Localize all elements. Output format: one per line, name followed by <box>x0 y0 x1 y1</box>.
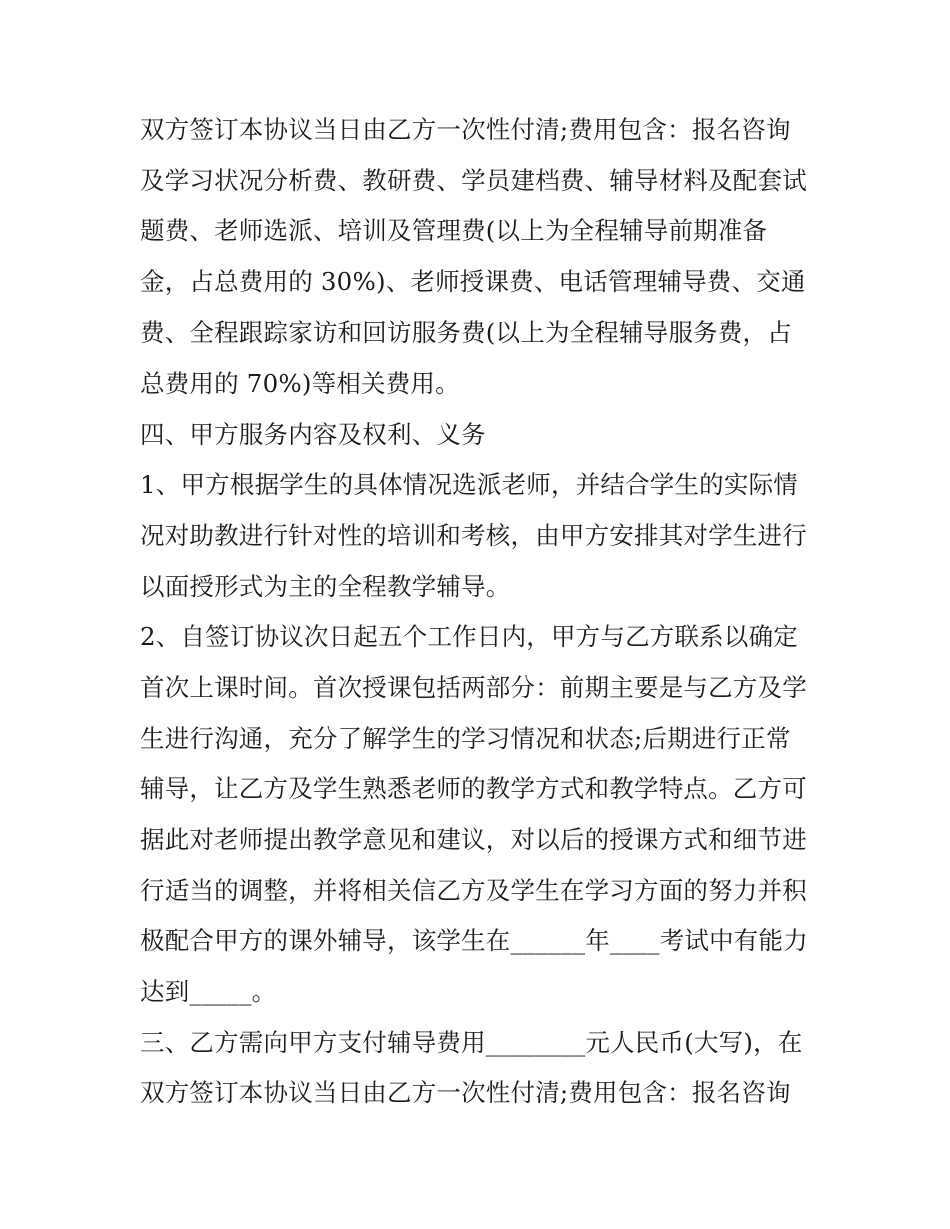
text-line: 及学习状况分析费、教研费、学员建档费、辅导材料及配套试 <box>140 166 807 195</box>
text-line: 生进行沟通，充分了解学生的学习情况和状态;后期进行正常 <box>140 724 791 753</box>
text-line: 况对助教进行针对性的培训和考核，由甲方安排其对学生进行 <box>140 521 807 550</box>
text-line: 题费、老师选派、培训及管理费(以上为全程辅导前期准备 <box>140 216 768 245</box>
text-line: 金，占总费用的 30%)、老师授课费、电话管理辅导费、交通 <box>140 267 806 296</box>
text-line: 费、全程跟踪家访和回访服务费(以上为全程辅导服务费，占 <box>140 318 792 347</box>
text-line: 行适当的调整，并将相关信乙方及学生在学习方面的努力并积 <box>140 876 807 905</box>
text-line: 2、自签订协议次日起五个工作日内，甲方与乙方联系以确定 <box>140 622 798 651</box>
text-line: 达到_____。 <box>140 977 277 1006</box>
text-line: 总费用的 70%)等相关费用。 <box>140 369 460 398</box>
text-line: 1、甲方根据学生的具体情况选派老师，并结合学生的实际情 <box>140 470 798 499</box>
section-heading: 四、甲方服务内容及权利、义务 <box>140 420 486 449</box>
text-line: 据此对老师提出教学意见和建议，对以后的授课方式和细节进 <box>140 825 807 854</box>
text-line: 以面授形式为主的全程教学辅导。 <box>140 572 511 601</box>
text-line: 三、乙方需向甲方支付辅导费用________元人民币(大写)，在 <box>140 1028 803 1057</box>
text-line: 辅导，让乙方及学生熟悉老师的教学方式和教学特点。乙方可 <box>140 774 807 803</box>
text-line: 双方签订本协议当日由乙方一次性付清;费用包含：报名咨询 <box>140 115 791 144</box>
text-line: 双方签订本协议当日由乙方一次性付清;费用包含：报名咨询 <box>140 1078 791 1107</box>
text-line: 首次上课时间。首次授课包括两部分：前期主要是与乙方及学 <box>140 673 807 702</box>
text-line: 极配合甲方的课外辅导，该学生在______年____考试中有能力 <box>140 926 808 955</box>
